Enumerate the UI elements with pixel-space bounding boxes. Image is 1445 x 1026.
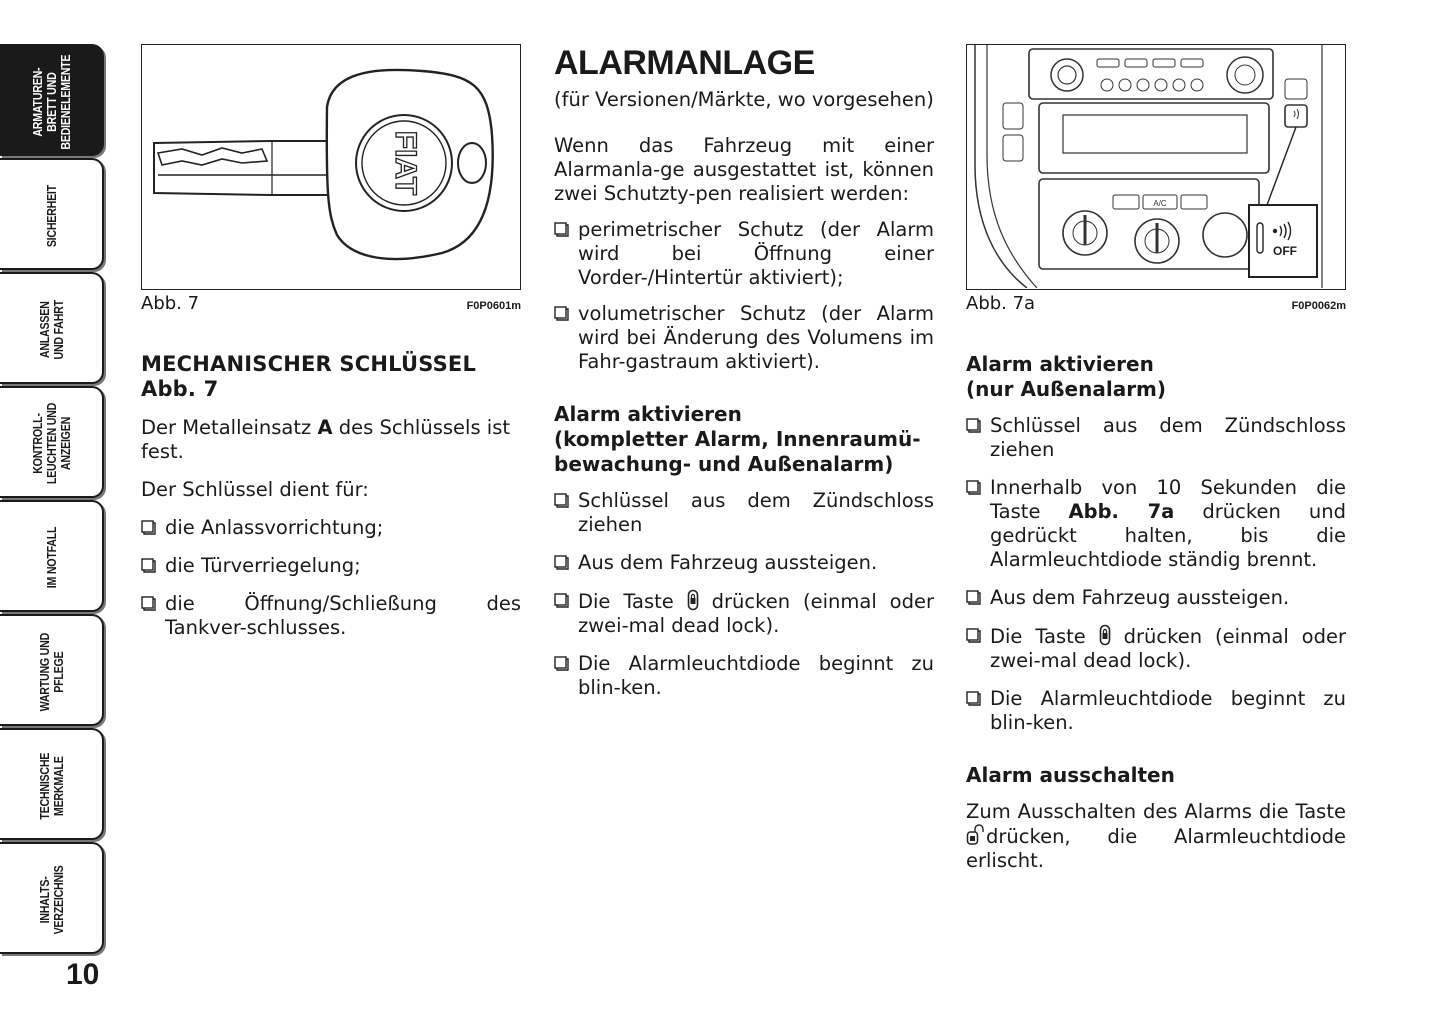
protection-list [554,218,934,374]
tab-label: INHALTS- VERZEICHNIS [37,865,66,935]
fiat-logo-text: FIAT [389,130,423,196]
tab-kontrollleuchten[interactable] [0,386,104,498]
list-item: Innerhalb von 10 Sekunden die Taste Abb. 7a drücken und gedrückt halten, bis die Alarmleuchtdiode ständig brennt. [966,476,1346,572]
list-item: Aus dem Fahrzeug aussteigen. [966,586,1346,610]
tab-armaturenbrett[interactable] [0,44,104,156]
list-item: die Öffnung/Schließung des Tankver-schlusses. [141,592,521,640]
checkbox-icon [554,555,569,570]
tab-label: SICHERHEIT [44,184,59,248]
figure-caption [966,292,1346,318]
remote-lock-button-icon [687,589,699,611]
section-heading: Alarm aktivieren (nur Außenalarm) [966,352,1167,401]
figure-caption [141,292,521,318]
checkbox-icon [966,480,981,495]
subtitle: (für Versionen/Märkte, wo vorgesehen) [554,88,934,111]
list-item: Die Alarmleuchtdiode beginnt zu blin-ken. [554,652,934,700]
checkbox-icon [554,656,569,671]
remote-unlock-button-icon [966,824,986,846]
key-illustration [142,45,519,288]
tab-sicherheit[interactable] [0,158,104,270]
column-mechanical-key [141,44,521,640]
checkbox-icon [966,418,981,433]
checkbox-icon [141,558,156,573]
usage-list [141,516,521,640]
ac-button-label: A/C [1153,199,1167,208]
checkbox-icon [966,628,981,643]
list-item: die Türverriegelung; [141,554,521,578]
checkbox-icon [554,222,569,237]
page-title: ALARMANLAGE [554,44,815,82]
tab-label: IM NOTFALL [44,527,59,589]
figure-label: Abb. 7a [966,293,1036,314]
tab-im-notfall[interactable] [0,500,104,612]
list-item: perimetrischer Schutz (der Alarm wird bei Öffnung einer Vorder-/Hintertür aktiviert); [554,218,934,290]
list-item: Die Taste drücken (einmal oder zwei-mal dead lock). [966,624,1346,673]
bold-letter: A [317,416,333,439]
paragraph: Der Metalleinsatz A des Schlüssels ist fest. [141,416,511,463]
column-alarm [554,44,934,700]
checkbox-icon [966,590,981,605]
column-external-alarm [966,44,1346,873]
checkbox-icon [554,493,569,508]
page-number: 10 [66,958,100,991]
list-item: Die Taste drücken (einmal oder zwei-mal dead lock). [554,589,934,638]
list-item: Schlüssel aus dem Zündschloss ziehen [554,489,934,537]
heading-line: MECHANISCHER SCHLÜSSEL [141,352,477,376]
tab-wartung[interactable] [0,614,104,726]
checkbox-icon [141,596,156,611]
tab-label: TECHNISCHE MERKMALE [37,752,66,820]
paragraph: Zum Ausschalten des Alarms die Taste drücken, die Alarmleuchtdiode erlischt. [966,800,1346,872]
list-item: die Anlassvorrichtung; [141,516,521,540]
tab-label: ANLASSEN UND FAHRT [37,300,66,360]
list-item: Schlüssel aus dem Zündschloss ziehen [966,414,1346,462]
paragraph: Der Schlüssel dient für: [141,478,369,501]
off-button-label: OFF [1273,244,1297,258]
section-heading [141,352,521,402]
section-heading: Alarm aktivieren (kompletter Alarm, Innenraumü- bewachung- und Außenalarm) [554,402,921,476]
tab-label: WARTUNG UND PFLEGE [37,632,66,712]
list-item: Die Alarmleuchtdiode beginnt zu blin-ken. [966,687,1346,735]
tab-label: ARMATUREN- BRETT UND BEDIENELEMENTE [30,54,73,150]
figure-label: Abb. 7 [141,293,200,314]
figure-code: F0P0062m [1291,300,1346,312]
tab-technische-merkmale[interactable] [0,728,104,840]
tab-label: KONTROLL- LEUCHTEN UND ANZEIGEN [30,403,73,485]
steps-list [966,414,1346,735]
dashboard-illustration [967,45,1344,288]
list-item: volumetrischer Schutz (der Alarm wird bei Änderung des Volumens im Fahr-gastraum aktiviert). [554,302,934,374]
list-item: Aus dem Fahrzeug aussteigen. [554,551,934,575]
paragraph: Wenn das Fahrzeug mit einer Alarmanla-ge ausgestattet ist, können zwei Schutzty-pen realisiert werden: [554,134,934,205]
figure-code: F0P0601m [466,300,521,312]
figure-key [141,44,521,290]
tab-anlassen[interactable] [0,272,104,384]
tab-inhaltsverzeichnis[interactable] [0,842,104,954]
checkbox-icon [554,306,569,321]
heading-line: Abb. 7 [141,377,219,401]
steps-list [554,489,934,700]
section-heading: Alarm ausschalten [966,763,1175,787]
figure-dashboard [966,44,1346,290]
checkbox-icon [966,691,981,706]
checkbox-icon [141,520,156,535]
remote-lock-button-icon [1099,624,1111,646]
checkbox-icon [554,593,569,608]
